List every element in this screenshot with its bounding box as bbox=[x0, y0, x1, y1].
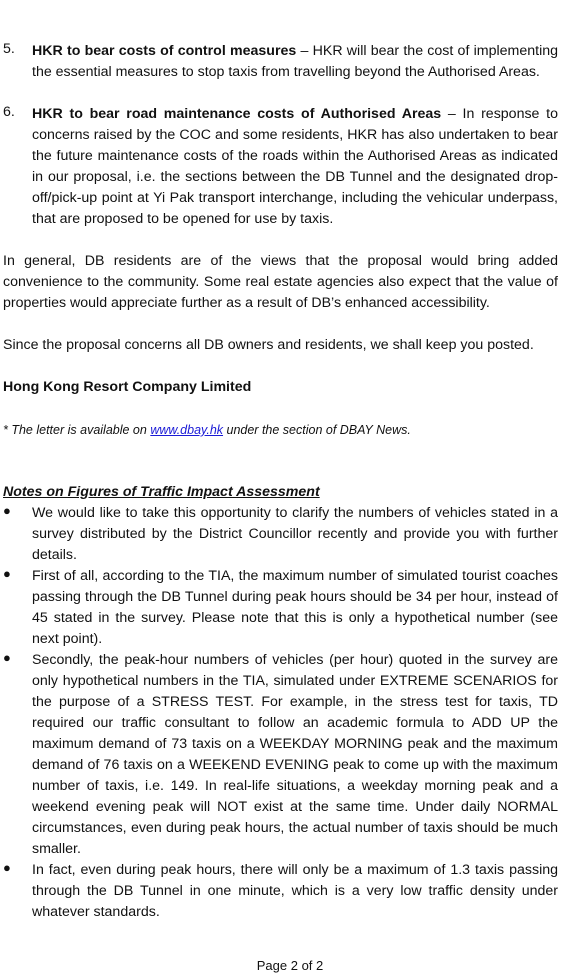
bullet-text: We would like to take this opportunity to clarify the numbers of vehicles stated in a survey distributed by the District Councillor recently and provide you with further details. bbox=[32, 505, 558, 563]
list-item bbox=[3, 566, 558, 650]
item-body bbox=[32, 104, 558, 230]
page-number: Page 2 of 2 bbox=[256, 958, 324, 973]
item-title: HKR to bear costs of control measures bbox=[32, 43, 297, 59]
letter-note bbox=[3, 421, 558, 439]
numbered-item-5 bbox=[3, 41, 558, 83]
website-link[interactable]: www.dbay.hk bbox=[150, 423, 224, 437]
note-prefix: * The letter is available on bbox=[3, 423, 151, 437]
list-item bbox=[3, 650, 558, 860]
item-number: 5. bbox=[3, 41, 15, 57]
item-title: HKR to bear road maintenance costs of Authorised Areas bbox=[32, 106, 442, 122]
numbered-item-6 bbox=[3, 104, 558, 230]
item-text: – HKR will bear the cost of implementing the essential measures to stop taxis from travelling beyond the Authorised Areas. bbox=[32, 43, 558, 80]
list-item bbox=[3, 860, 558, 923]
item-body bbox=[32, 41, 558, 83]
paragraph-since: Since the proposal concerns all DB owners and residents, we shall keep you posted. bbox=[3, 337, 534, 353]
bullet-icon: ● bbox=[3, 566, 11, 581]
bullet-text: Secondly, the peak-hour numbers of vehicles (per hour) quoted in the survey are only hypothetical numbers in the TIA, simulated under EXTREME SCENARIOS for the purpose of a STRESS TEST. For example, in the stress test for taxis, TD required our traffic consultant to follow an academic formula to ADD UP the maximum demand of 73 taxis on a WEEKDAY MORNING peak and the maximum demand of 76 taxis on a WEEKEND EVENING peak to come up with the maximum number of taxis, i.e. 149. In real-life situations, a weekday morning peak and a weekend evening peak will NOT exist at the same time. Under daily NORMAL circumstances, even during peak hours, the actual number of taxis should be much smaller. bbox=[32, 652, 558, 857]
item-number: 6. bbox=[3, 104, 15, 120]
signature: Hong Kong Resort Company Limited bbox=[3, 379, 252, 395]
bullet-icon: ● bbox=[3, 860, 11, 875]
bullet-text: In fact, even during peak hours, there will only be a maximum of 1.3 taxis passing through the DB Tunnel in one minute, which is a very low traffic density under whatever standards. bbox=[32, 862, 558, 920]
bullet-icon: ● bbox=[3, 650, 11, 665]
item-text: – In response to concerns raised by the COC and some residents, HKR has also undertaken to bear the future maintenance costs of the roads within the Authorised Areas as indicated in our proposal, i.e. the sections between the DB Tunnel and the designated drop-off/pick-up point at Yi Pak transport interchange, including the vehicular underpass, that are proposed to be opened for use by taxis. bbox=[32, 106, 559, 227]
note-suffix: under the section of DBAY News. bbox=[223, 423, 411, 437]
notes-heading: Notes on Figures of Traffic Impact Assessment bbox=[3, 484, 320, 500]
paragraph-general: In general, DB residents are of the views that the proposal would bring added convenience to the community. Some real estate agencies also expect that the value of properties would appreciate further as a result of DB’s enhanced accessibility. bbox=[3, 253, 558, 311]
bullet-icon: ● bbox=[3, 503, 11, 518]
bullet-text: First of all, according to the TIA, the maximum number of simulated tourist coaches passing through the DB Tunnel during peak hours should be 34 per hour, instead of 45 stated in the survey. Please note that this is only a hypothetical number (see next point). bbox=[32, 568, 558, 647]
list-item bbox=[3, 503, 558, 566]
